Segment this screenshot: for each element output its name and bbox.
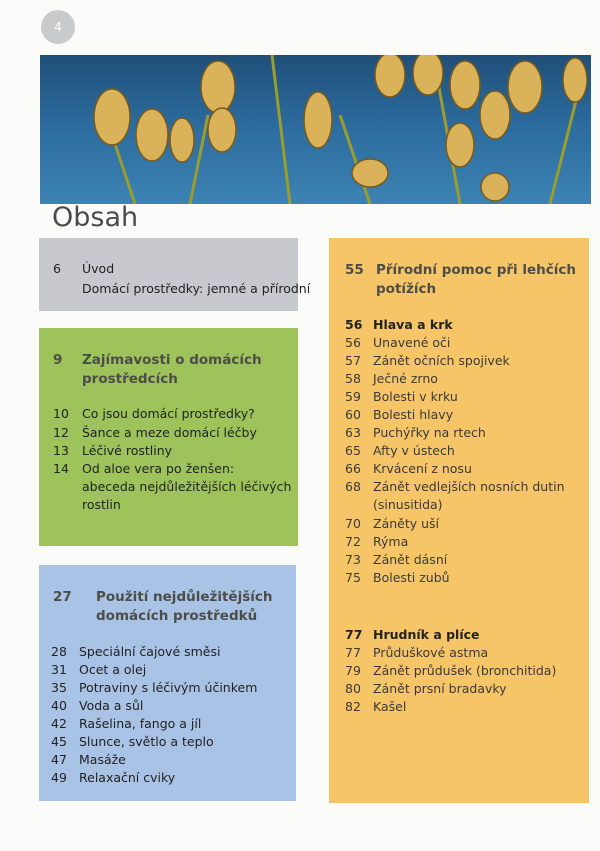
toc-entry-title: Slunce, světlo a teplo: [79, 734, 214, 749]
section-box-home-remedies: [39, 565, 296, 801]
toc-page-number: 58: [345, 371, 361, 386]
toc-page-number: 77: [345, 645, 361, 660]
intro-box: [39, 238, 311, 311]
toc-page-number: 10: [53, 406, 69, 421]
toc-page-number: 75: [345, 570, 361, 585]
section-title-line2: prostředcích: [82, 371, 178, 387]
toc-entry-title: Krvácení z nosu: [373, 461, 472, 476]
toc-entry-title: Speciální čajové směsi: [79, 644, 221, 659]
toc-entry-title: Voda a sůl: [79, 698, 144, 713]
toc-page-number: 59: [345, 389, 361, 404]
toc-page-number: 79: [345, 663, 361, 678]
section-title-line1: Přírodní pomoc při lehčích: [376, 262, 576, 278]
toc-entry-title: Zánět prsní bradavky: [373, 681, 507, 696]
toc-page-number: 82: [345, 699, 361, 714]
toc-page-number: 28: [51, 644, 67, 659]
toc-entry-title: Potraviny s léčivým účinkem: [79, 680, 258, 695]
toc-page-number: 40: [51, 698, 67, 713]
subsection-title: Hlava a krk: [373, 317, 453, 332]
toc-page-number: 72: [345, 534, 361, 549]
toc-entry-title: Zánět průdušek (bronchitida): [373, 663, 557, 678]
toc-entry-title: Unavené oči: [373, 335, 451, 350]
section-title-line1: Použití nejdůležitějších: [96, 589, 273, 605]
toc-entry-title: Léčivé rostliny: [82, 443, 173, 458]
toc-page-number: 35: [51, 680, 67, 695]
toc-entry-title: Bolesti hlavy: [373, 407, 454, 422]
toc-entry-title: Afty v ústech: [373, 443, 455, 458]
toc-entry-title: Kašel: [373, 699, 407, 714]
toc-page-number: 60: [345, 407, 361, 422]
toc-page-number: 63: [345, 425, 361, 440]
section-title-line2: domácích prostředků: [96, 608, 258, 624]
toc-entry-title: Ocet a olej: [79, 662, 147, 677]
section-box-interesting-facts: [39, 328, 298, 546]
toc-page-number: 56: [345, 335, 361, 350]
toc-page-number: 42: [51, 716, 67, 731]
toc-page-number: 49: [51, 770, 67, 785]
toc-page-number: 73: [345, 552, 361, 567]
toc-page-number: 47: [51, 752, 67, 767]
toc-entry-title: Bolesti v krku: [373, 389, 458, 404]
toc-entry-title: Ječné zrno: [373, 371, 438, 386]
toc-entry-title: Zánět očních spojivek: [373, 353, 510, 368]
toc-entry-title-cont: (sinusitida): [373, 497, 443, 512]
toc-page-number: 12: [53, 425, 69, 440]
seed-heads-photo: [40, 55, 591, 204]
toc-entry-title: Relaxační cviky: [79, 770, 176, 785]
toc-entry-subtitle-text: Domácí prostředky: jemné a přírodní: [82, 281, 311, 296]
toc-entry-title: Záněty uší: [373, 516, 440, 531]
toc-page-number: 80: [345, 681, 361, 696]
toc-page-number: 31: [51, 662, 67, 677]
toc-page-number: 45: [51, 734, 67, 749]
toc-entry-title: Od aloe vera po ženšen:: [82, 461, 235, 476]
toc-entry-title: Průduškové astma: [373, 645, 489, 660]
toc-entry-title: Úvod: [82, 261, 115, 276]
toc-entry-title: Šance a meze domácí léčby: [82, 425, 257, 440]
section-box-natural-help: [329, 238, 589, 803]
toc-entry-title: Masáže: [79, 752, 126, 767]
page-title: Obsah: [52, 202, 139, 233]
toc-page-number: 65: [345, 443, 361, 458]
toc-page-number: 13: [53, 443, 69, 458]
toc-entry-title: Bolesti zubů: [373, 570, 450, 585]
section-title-line2: potížích: [376, 281, 437, 297]
toc-entry-title: Co jsou domácí prostředky?: [82, 406, 255, 421]
toc-page-number: 57: [345, 353, 361, 368]
section-page-number: 9: [53, 352, 63, 368]
toc-page-number: 70: [345, 516, 361, 531]
toc-entry-title-cont: abeceda nejdůležitějších léčivých: [82, 479, 292, 494]
toc-entry-title-cont: rostlin: [82, 497, 121, 512]
toc-entry-title: Rýma: [373, 534, 409, 549]
toc-page-number: 66: [345, 461, 361, 476]
subsection-page-number: 56: [345, 317, 363, 332]
section-page-number: 27: [53, 589, 72, 605]
toc-page-number: 6: [53, 261, 61, 276]
subsection-page-number: 77: [345, 627, 363, 642]
toc-page-number: 68: [345, 479, 361, 494]
toc-entry-title: Zánět dásní: [373, 552, 448, 567]
toc-entry-title: Rašelina, fango a jíl: [79, 716, 202, 731]
section-title-line1: Zajímavosti o domácích: [82, 352, 262, 368]
subsection-title: Hrudník a plíce: [373, 627, 480, 642]
toc-entry-title: Puchýřky na rtech: [373, 425, 486, 440]
seed-heads-illustration: [40, 55, 591, 204]
toc-entry-title: Zánět vedlejších nosních dutin: [373, 479, 565, 494]
section-page-number: 55: [345, 262, 364, 278]
toc-page-number: 14: [53, 461, 69, 476]
page-number-badge: 4: [41, 10, 75, 44]
